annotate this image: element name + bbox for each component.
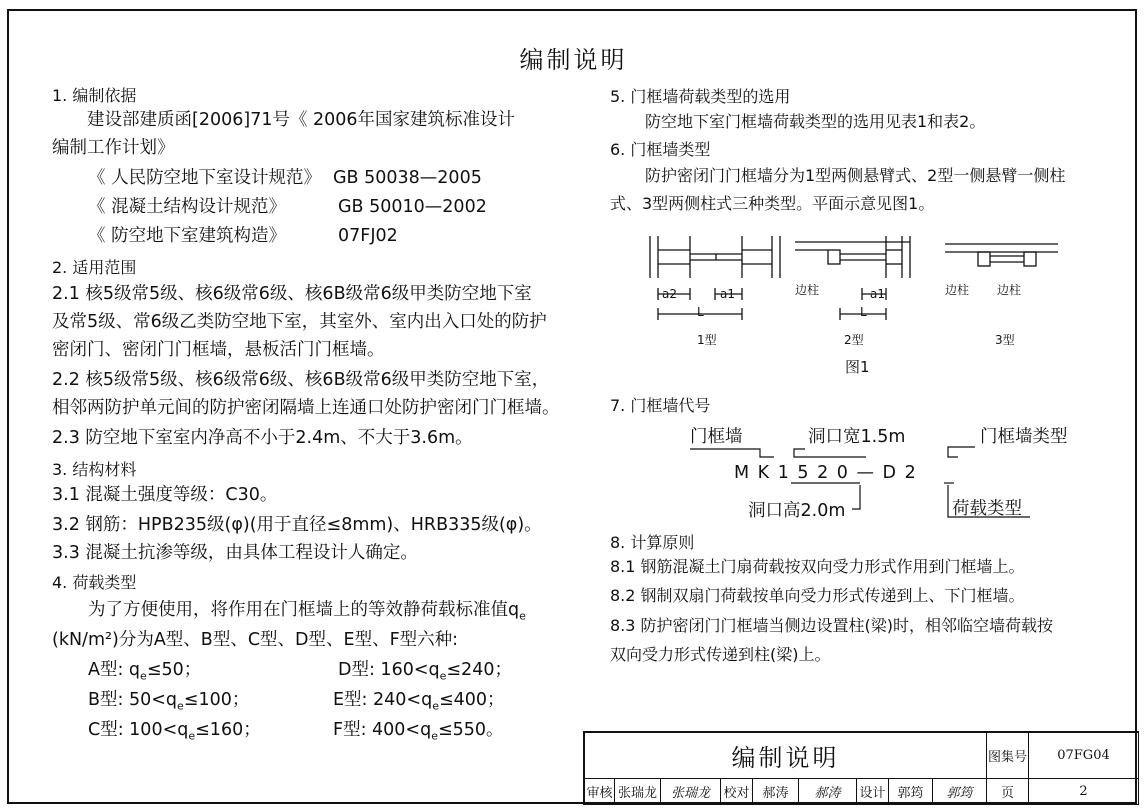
fig-label-type-2: 2型: [844, 333, 864, 347]
section-6-heading: 6. 门框墙类型: [610, 140, 711, 159]
fig-label-type-1: 1型: [697, 333, 717, 347]
atlas-number: 07FG04: [1029, 733, 1139, 779]
atlas-number-label: 图集号: [987, 733, 1029, 779]
section-8-heading: 8. 计算原则: [610, 533, 695, 552]
load-type-b: B型: $50<q_e\le 100$；: [88, 690, 250, 713]
designer-name: 郭筠: [889, 779, 933, 805]
section-4-text: 为了方便使用，将作用在门框墙上的等效静荷载标准值$q_e$: [88, 600, 526, 623]
review-label: 审核: [585, 779, 615, 805]
load-type-e: E型: $240<q_e\le 400$；: [333, 690, 505, 713]
load-type-a: A型: $q_e\le 50$；: [88, 660, 202, 683]
section-8-line: 双向受力形式传递到柱(梁)上。: [610, 645, 831, 664]
section-7-heading: 7. 门框墙代号: [610, 396, 711, 415]
section-2-line: 密闭门、密闭门门框墙，悬板活门门框墙。: [52, 340, 385, 360]
page-number: 2: [1029, 779, 1139, 805]
fig-label-a1: a1: [870, 287, 885, 301]
section-2-line: 相邻两防护单元间的防护密闭隔墙上连通口处防护密闭门门框墙。: [52, 398, 560, 418]
fig-label-edge-column: 边柱: [795, 283, 820, 297]
section-2-heading: 2. 适用范围: [52, 258, 137, 277]
section-1-text: 建设部建质函[2006]71号《 2006年国家建筑标准设计: [87, 110, 516, 130]
section-8-line: 8.1 钢筋混凝土门扇荷载按双向受力形式作用到门框墙上。: [610, 557, 1025, 576]
reference-name: 《 人民防空地下室设计规范》: [88, 168, 322, 188]
fig-label-a2: a2: [662, 287, 677, 301]
checker-name: 郝涛: [753, 779, 799, 805]
wall-code-diagram: [690, 425, 1110, 525]
section-2-line: 2.3 防空地下室室内净高不小于2.4m、不大于3.6m。: [52, 428, 473, 448]
code-label-opening-width: 洞口宽1.5m: [808, 427, 906, 447]
reviewer-signature: 张瑞龙: [661, 779, 721, 805]
section-3-line: 3.3 混凝土抗渗等级，由具体工程设计人确定。: [52, 543, 418, 563]
load-type-c: C型: $100<q_e\le 160$；: [88, 720, 261, 743]
wall-code: M K 1 5 2 0 — D 2: [734, 463, 918, 483]
fig-label-type-3: 3型: [995, 333, 1015, 347]
reference-code: 07FJ02: [338, 226, 398, 246]
section-6-text-cont: 式、3型两侧柱式三种类型。平面示意见图1。: [610, 194, 935, 213]
title-block: [583, 731, 1139, 805]
section-2-line: 及常5级、常6级乙类防空地下室，其室外、室内出入口处的防护: [52, 312, 547, 332]
fig-label-span: L: [860, 305, 867, 319]
load-type-f: F型: $400<q_e\le 550$。: [333, 720, 504, 743]
fig-label-span: L: [697, 305, 704, 319]
reference-code: GB 50038—2005: [333, 168, 482, 188]
section-3-line: 3.2 钢筋：HPB235级(φ)(用于直径≤8mm)、HRB335级(φ)。: [52, 515, 542, 535]
code-label-wall-type: 门框墙类型: [980, 427, 1068, 447]
section-4-heading: 4. 荷载类型: [52, 573, 137, 592]
fig-label-a1: a1: [720, 287, 735, 301]
fig-label-edge-column: 边柱: [945, 283, 970, 297]
reference-code: GB 50010—2002: [338, 197, 487, 217]
section-8-line: 8.3 防护密闭门门框墙当侧边设置柱(梁)时，相邻临空墙荷载按: [610, 616, 1054, 635]
design-label: 设计: [857, 779, 889, 805]
section-8-line: 8.2 钢制双扇门荷载按单向受力形式传递到上、下门框墙。: [610, 586, 1025, 605]
section-2-line: 2.2 核5级常5级、核6级常6级、核6B级常6级甲类防空地下室，: [52, 370, 550, 390]
section-4-text-cont: (kN/m²)分为A型、B型、C型、D型、E型、F型六种:: [52, 630, 459, 650]
load-type-d: D型: $160<q_e\le 240$；: [338, 660, 512, 683]
figure-1-caption: 图1: [845, 358, 870, 376]
section-5-heading: 5. 门框墙荷载类型的选用: [610, 87, 791, 106]
section-1-text-cont: 编制工作计划》: [52, 138, 175, 158]
reviewer-name: 张瑞龙: [615, 779, 661, 805]
section-1-heading: 1. 编制依据: [52, 86, 137, 105]
section-3-line: 3.1 混凝土强度等级：C30。: [52, 485, 278, 505]
code-label-load-type: 荷载类型: [952, 499, 1022, 519]
section-5-text: 防空地下室门框墙荷载类型的选用见表1和表2。: [645, 112, 986, 131]
code-label-opening-height: 洞口高2.0m: [748, 501, 846, 521]
page-title: 编制说明: [519, 46, 628, 74]
reference-name: 《 混凝土结构设计规范》: [88, 197, 287, 217]
title-block-title: 编制说明: [585, 733, 987, 779]
checker-signature: 郝涛: [799, 779, 857, 805]
section-6-text: 防护密闭门门框墙分为1型两侧悬臂式、2型一侧悬臂一侧柱: [645, 166, 1066, 185]
designer-signature: 郭筠: [933, 779, 987, 805]
fig-label-edge-column: 边柱: [997, 283, 1022, 297]
reference-name: 《 防空地下室建筑构造》: [88, 226, 287, 246]
page-label: 页: [987, 779, 1029, 805]
check-label: 校对: [721, 779, 753, 805]
section-2-line: 2.1 核5级常5级、核6级常6级、核6B级常6级甲类防空地下室: [52, 284, 532, 304]
section-3-heading: 3. 结构材料: [52, 460, 137, 479]
code-label-wall: 门框墙: [690, 427, 743, 447]
